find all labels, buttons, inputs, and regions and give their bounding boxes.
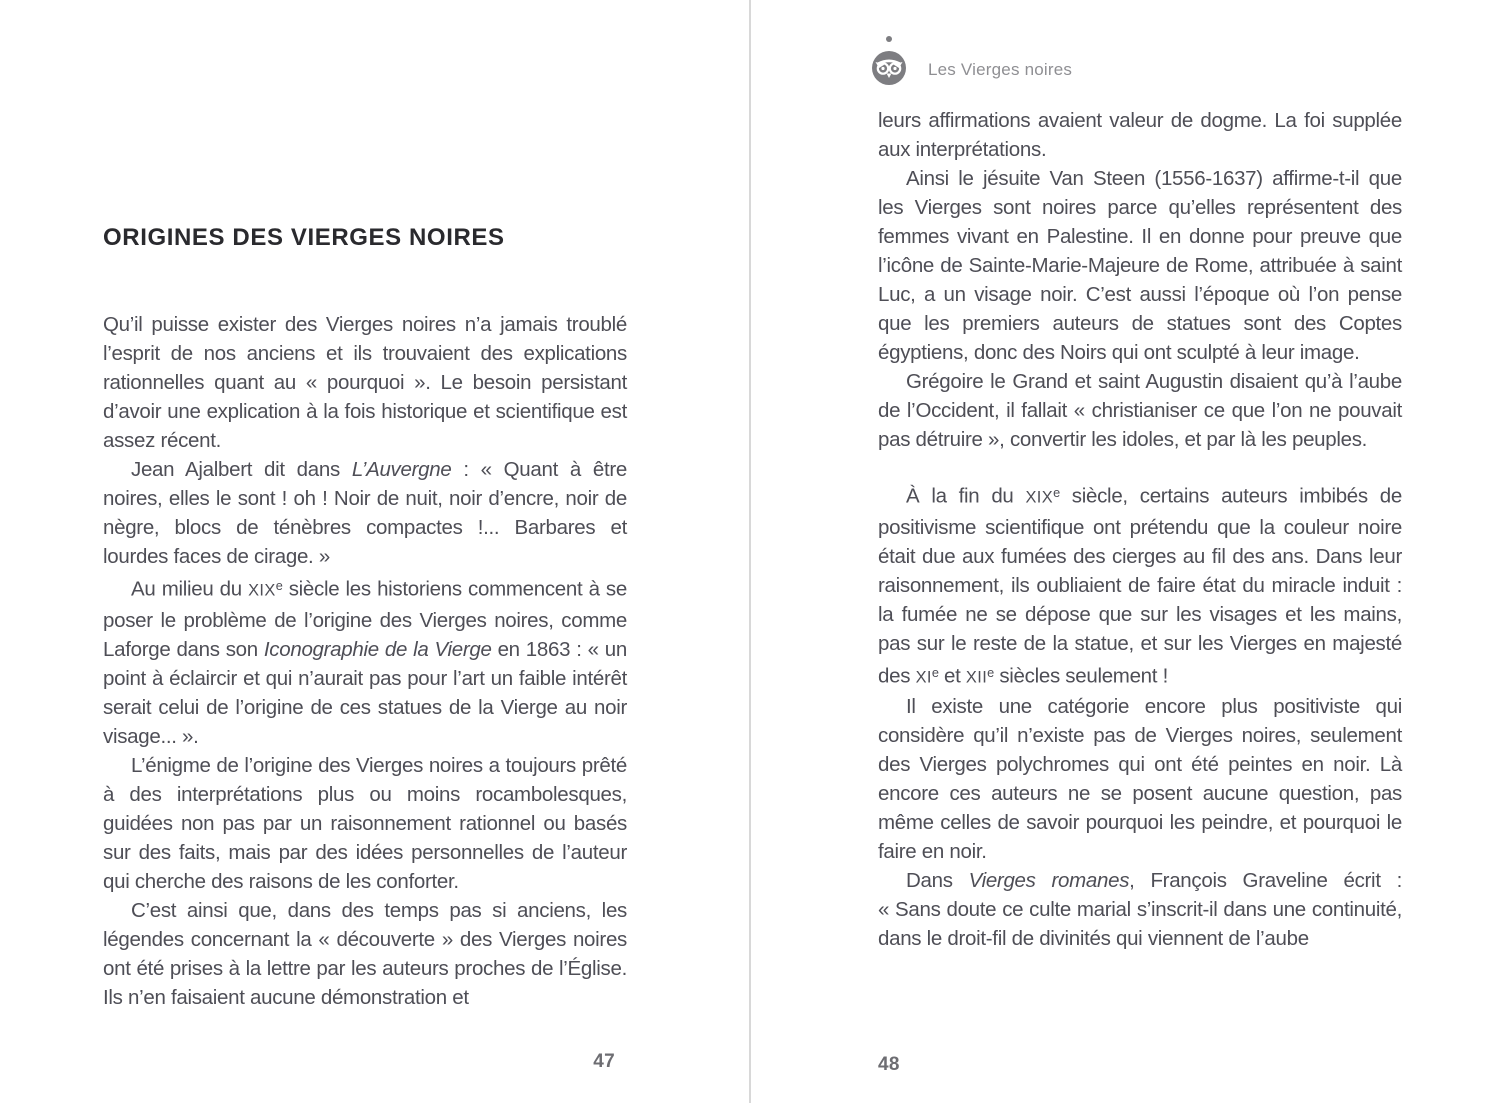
paragraph: Au milieu du XIXe siècle les historiens commencent à se poser le problème de l’origine des Vierges noires, comme Laforge dans son Iconographie de la Vierge en 1863 : « un point à éclaircir et qui n’aurait pas pour l’art un faible intérêt serait celui de l’origine de ces statues de la Vierge au noir visage... ».	[103, 577, 627, 748]
page-number-left: 47	[593, 1051, 615, 1072]
paragraph: Qu’il puisse exister des Vierges noires n’a jamais troublé l’esprit de nos anciens et ils trouvaient des explications rationnelles quant au « pourquoi ». Le besoin persistant d’avoir une explication à la fois historique et scientifique est assez récent.	[103, 313, 627, 452]
page-gutter-divider	[749, 0, 751, 1103]
paragraph: Il existe une catégorie encore plus positiviste qui considère qu’il n’existe pas de Vierges noires, seulement des Vierges polychromes qui ont été peintes en noir. Là encore ces auteurs ne se posent aucune question, pas même celles de savoir pourquoi les peindre, et pourquoi le faire en noir.	[878, 695, 1402, 864]
paragraph: C’est ainsi que, dans des temps pas si anciens, les légendes concernant la « découverte » des Vierges noires ont été prises à la lettre par les auteurs proches de l’Église. Ils n’en faisaient aucune démonstration et	[103, 898, 627, 1009]
paragraph: Dans Vierges romanes, François Graveline écrit : « Sans doute ce culte marial s’inscrit-il dans une continuité, dans le droit-fil de divinités qui viennent de l’aube	[878, 869, 1402, 951]
paragraph: leurs affirmations avaient valeur de dogme. La foi supplée aux interprétations.	[878, 109, 1402, 161]
running-header-title: Les Vierges noires	[928, 60, 1073, 79]
page-right	[750, 0, 1500, 1103]
paragraph: Ainsi le jésuite Van Steen (1556-1637) affirme-t-il que les Vierges sont noires parce qu’elles représentent des femmes vivant en Palestine. Il en donne pour preuve que l’icône de Sainte-Marie-Majeure de Rome, attribuée à saint Luc, a un visage noir. C’est aussi l’époque où l’on pense que les premiers auteurs de statues sont des Coptes égyptiens, donc des Noirs qui ont sculpté à leur image.	[878, 167, 1402, 364]
page-number-right: 48	[878, 1054, 900, 1075]
paragraph: Grégoire le Grand et saint Augustin disaient qu’à l’aube de l’Occident, il fallait « christianiser ce que l’on ne pouvait pas détruire », convertir les idoles, et par là les peuples.	[878, 370, 1402, 451]
right-page-body	[878, 106, 1402, 953]
chapter-heading: ORIGINES DES VIERGES NOIRES	[103, 224, 505, 251]
owl-medallion-icon	[871, 34, 907, 92]
paragraph: L’énigme de l’origine des Vierges noires a toujours prêté à des interprétations plus ou moins rocambolesques, guidées non pas par un raisonnement rationnel ou basés sur des faits, mais par des idées personnelles de l’auteur qui cherche des raisons de les conforter.	[103, 753, 627, 893]
running-header	[750, 0, 1500, 100]
paragraph: À la fin du XIXe siècle, certains auteurs imbibés de positivisme scientifique ont prétendu que la couleur noire était due aux fumées des cierges au fil des ans. Dans leur raisonnement, ils oubliaient de faire état du miracle induit : la fumée ne se dépose que sur les visages et les mains, pas sur le reste de la statue, et sur les Vierges en majesté des XIe et XIIe siècles seulement !	[878, 484, 1402, 688]
paragraph: Jean Ajalbert dit dans L’Auvergne : « Quant à être noires, elles le sont ! oh ! Noir de nuit, noir d’encre, noir de nègre, blocs de ténèbres compactes !... Barbares et lourdes faces de cirage. »	[103, 458, 627, 568]
left-page-body	[103, 310, 627, 1012]
